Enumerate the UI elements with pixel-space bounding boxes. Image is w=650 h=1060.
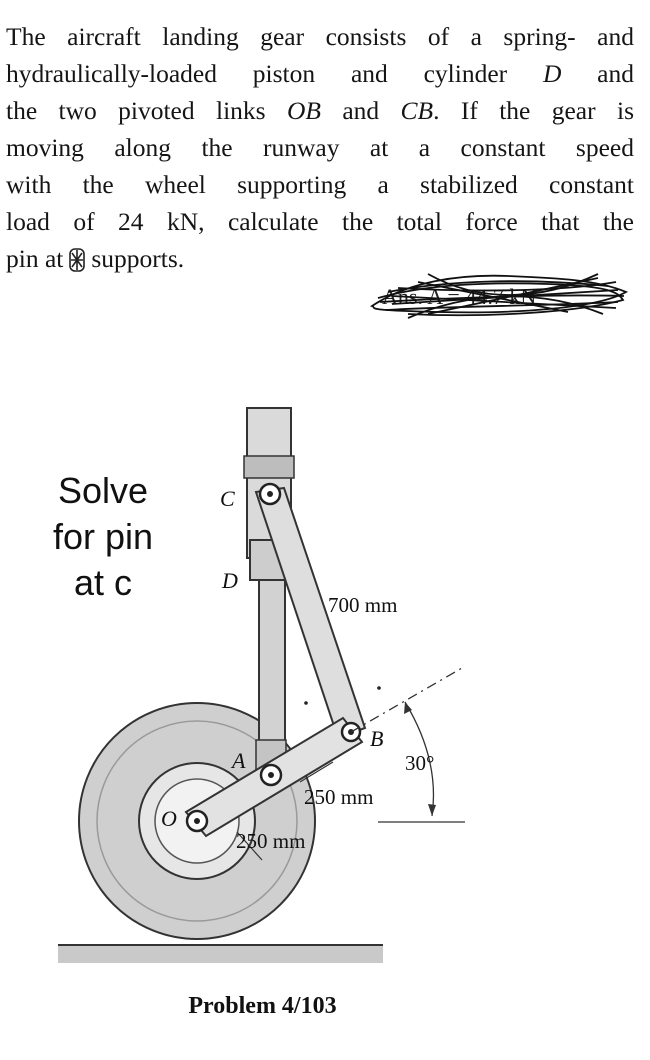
label-c: C [220, 486, 235, 511]
scribbled-answer [368, 262, 633, 326]
piston-rod [259, 580, 285, 760]
problem-line: with the wheel supporting a stabilized constant [6, 170, 634, 199]
problem-line: The aircraft landing gear consists of a spring- and [6, 22, 634, 51]
problem-line: pin at supports. [6, 244, 185, 273]
problem-caption: Problem 4/103 [188, 993, 337, 1019]
problem-line: hydraulically-loaded piston and cylinder D and [6, 59, 634, 88]
dim-oa: 250 mm [236, 829, 306, 853]
handwritten-note: Solve for pin at c [52, 470, 154, 603]
runway-ground [58, 945, 383, 963]
problem-line: moving along the runway at a constant speed [6, 133, 634, 162]
problem-line: load of 24 kN, calculate the total force that the [6, 207, 634, 236]
dim-ab: 250 mm [304, 785, 374, 809]
ink-blot-icon [67, 247, 87, 273]
dim-angle: 30° [405, 751, 435, 775]
svg-text:Ans. A = 44.7 kN: Ans. A = 44.7 kN [382, 284, 537, 309]
problem-line: the two pivoted links OB and CB. If the gear is [6, 96, 634, 125]
problem-statement [6, 18, 634, 277]
label-d: D [222, 568, 238, 593]
dim-cb: 700 mm [328, 593, 398, 617]
label-b: B [370, 726, 384, 751]
landing-gear-figure [0, 380, 650, 970]
label-o: O [161, 806, 177, 831]
label-a: A [232, 748, 246, 773]
